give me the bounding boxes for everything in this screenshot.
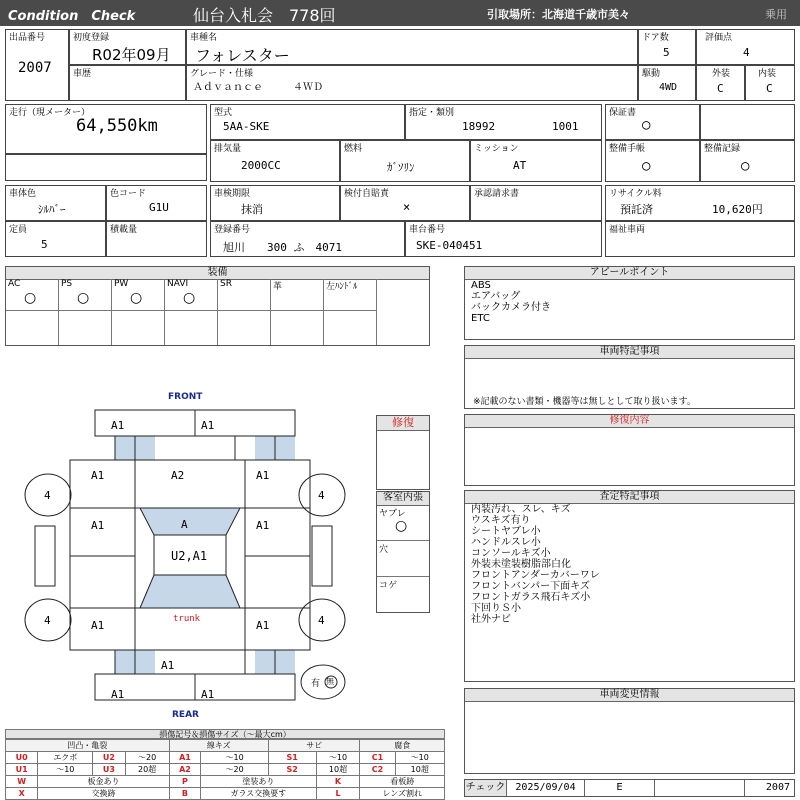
lot-number-cell: 出品番号 2007 [5,29,69,101]
first-registration: R02年09月 [92,46,171,64]
appeal-title: アピールポイント [465,267,794,280]
inspection-expiry: 抹消 [241,203,263,216]
warranty-cell: 保証書 ○ [605,104,700,140]
panel-front-fender-right: A1 [256,469,270,482]
cabin-box [376,491,430,613]
equipment-item [218,279,271,311]
mileage-cell: 走行（現メーター） 64,550km [5,104,207,154]
manual-cell: 整備手帳 ○ [605,140,700,182]
check-blank [655,780,745,796]
legend-code: U2 [93,752,125,764]
equipment-item [324,279,377,311]
equipment-value: ○ [77,290,90,306]
liability-cell: 検付自賠責 × [340,185,470,221]
plate-cell: 登録番号 旭川 300 ふ 4071 [210,221,405,257]
cabin-tear-value: ○ [395,518,408,534]
repair-title: 修復 [377,416,429,431]
mission: AT [513,159,527,172]
legend-desc: ガラス交換要す [201,788,316,800]
equipment-item [112,279,165,311]
recycle-amount: 10,620円 [712,203,763,216]
legend-desc: 〜10 [38,764,93,776]
exterior-grade: C [717,82,724,95]
color-code-cell: 色コード G1U [106,185,207,221]
inspection-notes-title: 査定特記事項 [465,491,794,504]
front-label: FRONT [168,392,203,402]
repair-content-panel [464,414,795,486]
liability-insurance: × [403,200,411,214]
recycle-status: 預託済 [620,203,653,216]
model: 5AA-SKE [223,120,270,133]
inspection-notes-panel [464,490,795,682]
category-label: 乗用 [765,8,787,21]
equipment-label: PS [61,279,73,289]
equipment-blank [59,311,112,345]
rear-label: REAR [172,710,199,720]
equipment-panel [5,266,430,346]
capacity-cell: 定員 5 [5,221,106,257]
vehicle-change-title: 車両変更情報 [465,689,794,702]
legend-desc: レンズ割れ [360,788,445,800]
trunk-label: trunk [173,614,201,624]
legend-table [5,739,445,800]
maintenance-record: ○ [741,158,750,174]
legend-desc: 〜10 [201,752,269,764]
legend-code: A2 [169,764,201,776]
equipment-label: 左ﾊﾝﾄﾞﾙ [326,282,358,292]
equipment-blank [271,311,324,345]
equipment-label: NAVI [167,279,189,289]
doors-cell: ドア数 5 [638,29,696,65]
grade-cell: グレード・仕様 Ａｄｖａｎｃｅ ４ＷＤ [186,65,638,101]
inspection-item: フロントガラス飛石キズ小 [471,592,591,603]
tire-rear-right: 4 [318,614,325,627]
legend-code: S1 [268,752,316,764]
inspection-item: コンソールキズ小 [471,548,551,559]
brand-title: Condition Check [8,9,136,24]
car-name: フォレスター [195,46,290,65]
appeal-item: バックカメラ付き [471,302,551,313]
check-row [464,779,795,797]
damage-diagram [20,388,370,723]
spec-category: 1001 [552,120,579,133]
legend-desc: 〜20 [201,764,269,776]
legend-desc: 〜10 [395,752,445,764]
inspection-item: 外装未塗装樹脂部白化 [471,559,571,570]
special-notes-panel [464,345,795,409]
equipment-title: 装備 [6,267,429,280]
legend-desc: 〜20 [125,752,169,764]
panel-rear-bumper-left: A1 [111,688,125,701]
tire-front-left: 4 [44,489,51,502]
equipment-blank [6,311,59,345]
panel-roof: U2,A1 [171,549,208,563]
interior-cell: 内装 C [745,65,795,101]
equipment-item [6,279,59,311]
check-grade: E [585,780,655,796]
equipment-grid [6,279,429,345]
legend-desc: 〜10 [316,752,360,764]
legend-title: 損傷記号＆損傷サイズ（〜最大cm） [5,729,445,739]
panel-rear-quarter: A1 [161,659,175,672]
mileage: 64,550km [76,116,158,136]
maintenance-manual: ○ [642,158,651,174]
legend-code: U1 [6,764,38,776]
legend-body [5,739,445,800]
inspection-cell: 車検期限 抹消 [210,185,340,221]
legend-code: C1 [360,752,395,764]
legend-code: U3 [93,764,125,776]
warranty: ○ [642,117,651,133]
legend-desc: 10超 [395,764,445,776]
legend-code: C2 [360,764,395,776]
equipment-value: ○ [183,290,196,306]
doors: 5 [663,46,670,59]
panel-front-door-left: A1 [91,519,105,532]
inspection-item: 内装汚れ、スレ、キズ [471,504,571,515]
header-bar [0,0,800,26]
cabin-burn-label: コゲ [379,581,398,591]
legend-code: X [6,788,38,800]
equipment-item [271,279,324,311]
legend-desc: 10超 [316,764,360,776]
spare-tire-label: 有 [311,679,321,689]
inspection-item: 下回りＳ小 [471,603,521,614]
approval-cell: 承認請求書 [470,185,602,221]
recycle-cell: リサイクル料 預託済 10,620円 [605,185,795,221]
legend-code: P [169,776,201,788]
special-notes-disclaimer: ※記載のない書類・機器等は無しとして取り扱います。 [473,397,696,407]
appeal-panel [464,266,795,340]
displacement-cell: 排気量 2000CC [210,140,340,182]
legend-code: B [169,788,201,800]
legend-header: 線キズ [169,740,268,752]
repair-box [376,415,430,490]
legend-code: A1 [169,752,201,764]
appeal-item: ETC [471,313,490,324]
spare-tire-value: 無 [326,677,334,686]
equipment-blank [112,311,165,345]
displacement: 2000CC [241,159,281,172]
panel-rear-door-left: A1 [91,619,105,632]
appeal-item: ABS [471,280,491,291]
equipment-item [59,279,112,311]
legend-desc: 20超 [125,764,169,776]
equipment-item [165,279,218,311]
fuel: ｶﾞｿﾘﾝ [387,161,415,174]
legend-code: U0 [6,752,38,764]
cabin-hole-label: 穴 [379,545,389,555]
car-name-cell: 車種名 フォレスター [186,29,638,65]
vehicle-change-panel [464,688,795,774]
appeal-list [471,280,551,324]
equipment-label: 革 [273,282,283,292]
score-cell: 評価点 4 [696,29,795,65]
tire-front-right: 4 [318,489,325,502]
grade: Ａｄｖａｎｃｅ ４ＷＤ [193,82,323,93]
interior-grade: C [766,82,773,95]
check-label: チェック [465,780,507,796]
load-cell: 積載量 [106,221,207,257]
drive: 4WD [659,82,678,93]
body-color: ｼﾙﾊﾞｰ [38,203,66,216]
special-notes-title: 車両特記事項 [465,346,794,359]
chassis-number: SKE-040451 [416,239,483,252]
legend-desc: 板金あり [38,776,169,788]
equipment-value: ○ [24,290,37,306]
inspection-item: 社外ナビ [471,614,511,625]
damage-legend [5,729,445,797]
drive-cell: 駆動 4WD [638,65,696,101]
color-cell: 車体色 ｼﾙﾊﾞｰ [5,185,106,221]
record-cell: 整備記録 ○ [700,140,795,182]
inspection-notes-list [471,504,600,625]
inspection-item: ハンドルスレ小 [471,537,541,548]
equipment-blank [165,311,218,345]
welfare-cell: 福祉車両 [605,221,795,257]
legend-desc: 交換跡 [38,788,169,800]
lot-number: 2007 [18,60,52,76]
panel-front-bumper-left: A1 [111,419,125,432]
cabin-tear-label: ヤブレ [379,509,406,519]
spec-designation: 18992 [462,120,496,133]
equipment-label: SR [220,279,232,289]
capacity: 5 [41,238,48,251]
color-code: G1U [149,201,169,214]
legend-code: W [6,776,38,788]
model-cell: 型式 5AA-SKE [210,104,405,140]
legend-desc: 塗装あり [201,776,316,788]
inspection-item: フロントバンパー下面キズ [471,581,590,592]
tire-rear-left: 4 [44,614,51,627]
plate-number: 旭川 300 ふ 4071 [223,241,342,254]
first-registration-cell: 初度登録 R02年09月 [69,29,186,65]
inspection-item: フロントアンダーカバーワレ [471,570,600,581]
legend-desc: 看板跡 [360,776,445,788]
legend-code: L [316,788,360,800]
panel-rear-bumper-right: A1 [201,688,215,701]
inspection-item: ウスキズ有り [471,515,531,526]
legend-code: S2 [268,764,316,776]
appeal-item: エアバッグ [471,291,521,302]
legend-code: K [316,776,360,788]
check-number: 2007 [765,782,790,793]
fuel-cell: 燃料 ｶﾞｿﾘﾝ [340,140,470,182]
cabin-title: 客室内張 [377,492,429,506]
mileage-extra-cell [5,154,207,181]
legend-desc: エクボ [38,752,93,764]
panel-hood: A2 [171,469,185,482]
mission-cell: ミッション AT [470,140,602,182]
equipment-label: AC [8,279,21,289]
equipment-blank [324,311,377,345]
legend-header: サビ [268,740,360,752]
panel-windshield: A [181,518,188,531]
chassis-cell: 車台番号 SKE-040451 [405,221,602,257]
inspection-item: シートヤブレ小 [471,526,541,537]
spec-cell: 指定・類別 18992 1001 [405,104,602,140]
equipment-value: ○ [130,290,143,306]
panel-rear-door-right: A1 [256,619,270,632]
equipment-blank [218,311,271,345]
warranty-extra-cell [700,104,795,140]
equipment-label: PW [114,279,129,289]
legend-header: 凹凸・亀裂 [6,740,170,752]
panel-front-fender-left: A1 [91,469,105,482]
legend-header: 腐食 [360,740,445,752]
history-cell: 車歴 [69,65,186,101]
auction-title: 仙台入札会 778回 [193,6,336,25]
score: 4 [743,46,750,59]
repair-content-title: 修復内容 [465,415,794,428]
panel-front-door-right: A1 [256,519,270,532]
exterior-cell: 外装 C [696,65,745,101]
check-date: 2025/09/04 [507,780,585,796]
panel-front-bumper-right: A1 [201,419,215,432]
pickup-location: 引取場所：北海道千歳市美々 [487,8,630,21]
